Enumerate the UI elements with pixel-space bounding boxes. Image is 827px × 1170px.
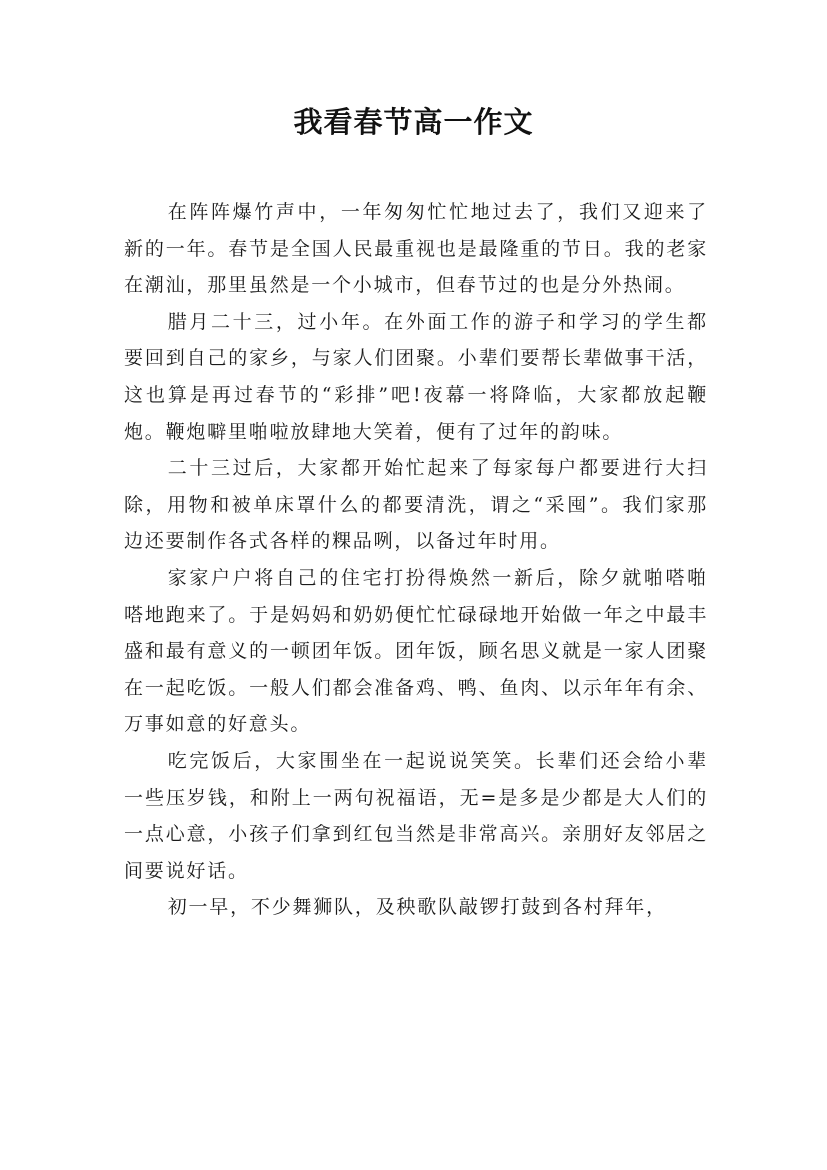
paragraph-3: 二十三过后，大家都开始忙起来了每家每户都要进行大扫除，用物和被单床罩什么的都要清洗，谓之“采囤”。我们家那边还要制作各式各样的粿品咧，以备过年时用。: [124, 457, 708, 553]
paragraph-5: 吃完饭后，大家围坐在一起说说笑笑。长辈们还会给小辈一些压岁钱，和附上一两句祝福语，无=是多是少都是大人们的一点心意，小孩子们拿到红包当然是非常高兴。亲朋好友邻居之间要说好话。: [124, 749, 708, 882]
paragraph-6: 初一早，不少舞狮队，及秧歌队敲锣打鼓到各村拜年，: [167, 896, 667, 919]
paragraph-1: 在阵阵爆竹声中，一年匆匆忙忙地过去了，我们又迎来了新的一年。春节是全国人民最重视也是最隆重的节日。我的老家在潮汕，那里虽然是一个小城市，但春节过的也是分外热闹。: [124, 201, 708, 297]
document-title: 我看春节高一作文: [293, 105, 534, 139]
paragraph-4: 家家户户将自己的住宅打扮得焕然一新后，除夕就啪嗒啪嗒地跑来了。于是妈妈和奶奶便忙忙碌碌地开始做一年之中最丰盛和最有意义的一顿团年饭。团年饭，顾名思义就是一家人团聚在一起吃饭。一般人们都会准备鸡、鸭、鱼肉、以示年年有余、万事如意的好意头。: [124, 566, 708, 736]
paragraph-2: 腊月二十三，过小年。在外面工作的游子和学习的学生都要回到自己的家乡，与家人们团聚。小辈们要帮长辈做事干活，这也算是再过春节的“彩排”吧!夜幕一将降临，大家都放起鞭炮。鞭炮噼里啪啦放肆地大笑着，便有了过年的韵味。: [124, 310, 708, 443]
document-body: [124, 194, 708, 926]
